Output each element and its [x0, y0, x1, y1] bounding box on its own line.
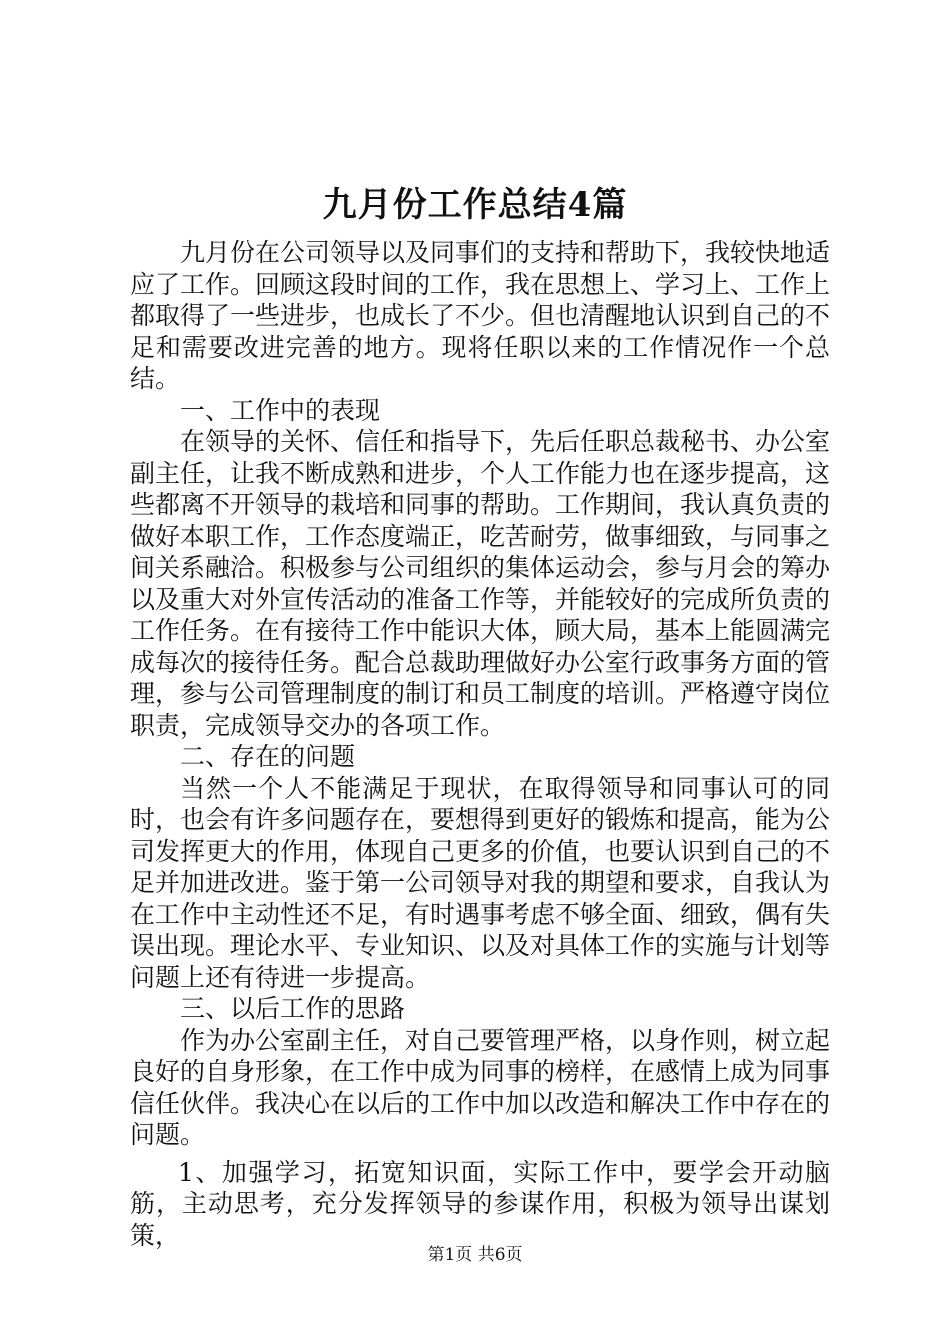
problems-paragraph: 当然一个人不能满足于现状，在取得领导和同事认可的同时，也会有许多问题存在，要想得到更好的锻炼和提高，能为公司发挥更大的作用，体现自己更多的价值，也要认识到自己的不足并加进改进。鉴于第一公司领导对我的期望和要求，自我认为在工作中主动性还不足，有时遇事考虑不够全面、细致，偶有失误出现。理论水平、专业知识、以及对具体工作的实施与计划等问题上还有待进一步提高。 — [130, 773, 831, 992]
section-heading-future: 三、以后工作的思路 — [180, 994, 406, 1023]
section-heading-problems: 二、存在的问题 — [180, 742, 356, 771]
document-body — [130, 237, 830, 1251]
intro-paragraph: 九月份在公司领导以及同事们的支持和帮助下，我较快地适应了工作。回顾这段时间的工作，我在思想上、学习上、工作上都取得了一些进步，也成长了不少。但也清醒地认识到自己的不足和需要改进完善的地方。现将任职以来的工作情况作一个总结。 — [130, 238, 831, 393]
performance-paragraph: 在领导的关怀、信任和指导下，先后任职总裁秘书、办公室副主任，让我不断成熟和进步，个人工作能力也在逐步提高，这些都离不开领导的栽培和同事的帮助。工作期间，我认真负责的做好本职工作，工作态度端正，吃苦耐劳，做事细致，与同事之间关系融洽。积极参与公司组织的集体运动会，参与月会的筹办以及重大对外宣传活动的准备工作等，并能较好的完成所负责的工作任务。在有接待工作中能识大体，顾大局，基本上能圆满完成每次的接待任务。配合总裁助理做好办公室行政事务方面的管理，参与公司管理制度的制订和员工制度的培训。严格遵守岗位职责，完成领导交办的各项工作。 — [130, 427, 831, 740]
section-heading-performance: 一、工作中的表现 — [180, 395, 381, 425]
future-paragraph: 作为办公室副主任，对自己要管理严格，以身作则，树立起良好的自身形象，在工作中成为同事的榜样，在感情上成为同事信任伙伴。我决心在以后的工作中加以改造和解决工作中存在的问题。 — [130, 1025, 831, 1149]
document-title: 九月份工作总结4篇 — [322, 185, 628, 225]
page-number-footer: 第1页 共6页 — [427, 1245, 523, 1265]
list-item-1: 1、加强学习，拓宽知识面，实际工作中，要学会开动脑筋，主动思考，充分发挥领导的参谋作用，积极为领导出谋划策， — [130, 1157, 830, 1250]
